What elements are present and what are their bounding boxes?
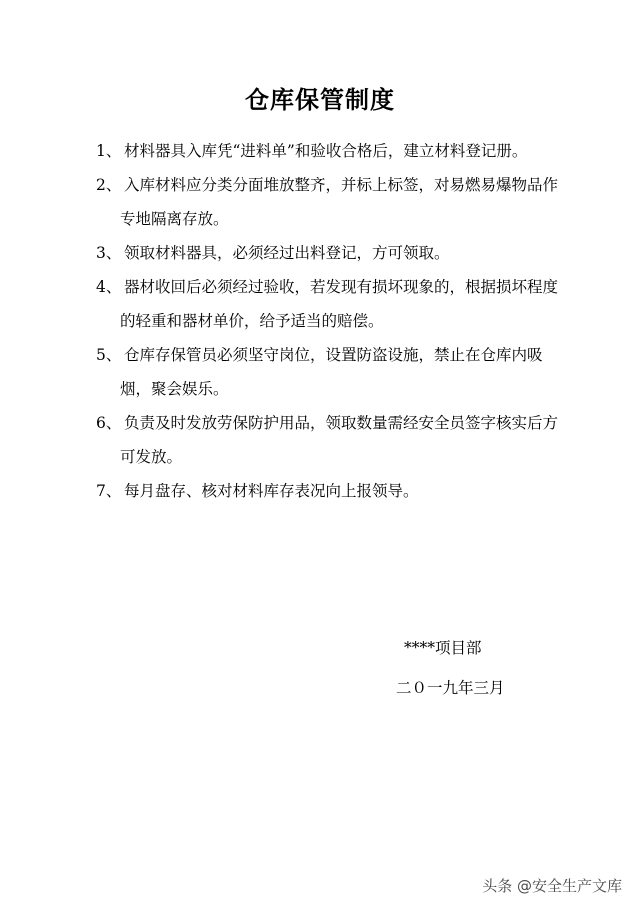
source-watermark: 头条 @安全生产文库 (482, 877, 622, 895)
document-title: 仓库保管制度 (245, 86, 395, 114)
rule-text: 仓库存保管员必须坚守岗位，设置防盗设施，禁止在仓库内吸烟，聚会娱乐。 (120, 346, 543, 398)
rule-text: 每月盘存、核对材料库存表况向上报领导。 (124, 482, 419, 500)
rule-number: 5、 (96, 346, 122, 364)
rule-number: 6、 (96, 414, 122, 432)
signoff-department: ****项目部 (404, 639, 482, 657)
rule-item (96, 134, 566, 168)
rule-text: 负责及时发放劳保防护用品，领取数量需经安全员签字核实后方可发放。 (120, 414, 559, 466)
rule-item (96, 236, 566, 270)
rule-number: 2、 (96, 176, 122, 194)
rule-text: 领取材料器具，必须经过出料登记，方可领取。 (124, 244, 450, 262)
rule-text: 器材收回后必须经过验收，若发现有损坏现象的，根据损坏程度的轻重和器材单价，给予适当的赔偿。 (120, 278, 559, 330)
rules-list (96, 134, 566, 508)
rule-text: 材料器具入库凭“进料单”和验收合格后，建立材料登记册。 (124, 142, 528, 160)
rule-number: 3、 (96, 244, 122, 262)
rule-number: 1、 (96, 142, 122, 160)
rule-item (96, 168, 566, 236)
rule-item (96, 338, 566, 406)
signoff-date: 二０一九年三月 (396, 679, 505, 697)
rule-item (96, 474, 566, 508)
rule-text: 入库材料应分类分面堆放整齐，并标上标签，对易燃易爆物品作专地隔离存放。 (120, 176, 559, 228)
rule-item (96, 270, 566, 338)
rule-number: 7、 (96, 482, 122, 500)
rule-item (96, 406, 566, 474)
rule-number: 4、 (96, 278, 122, 296)
